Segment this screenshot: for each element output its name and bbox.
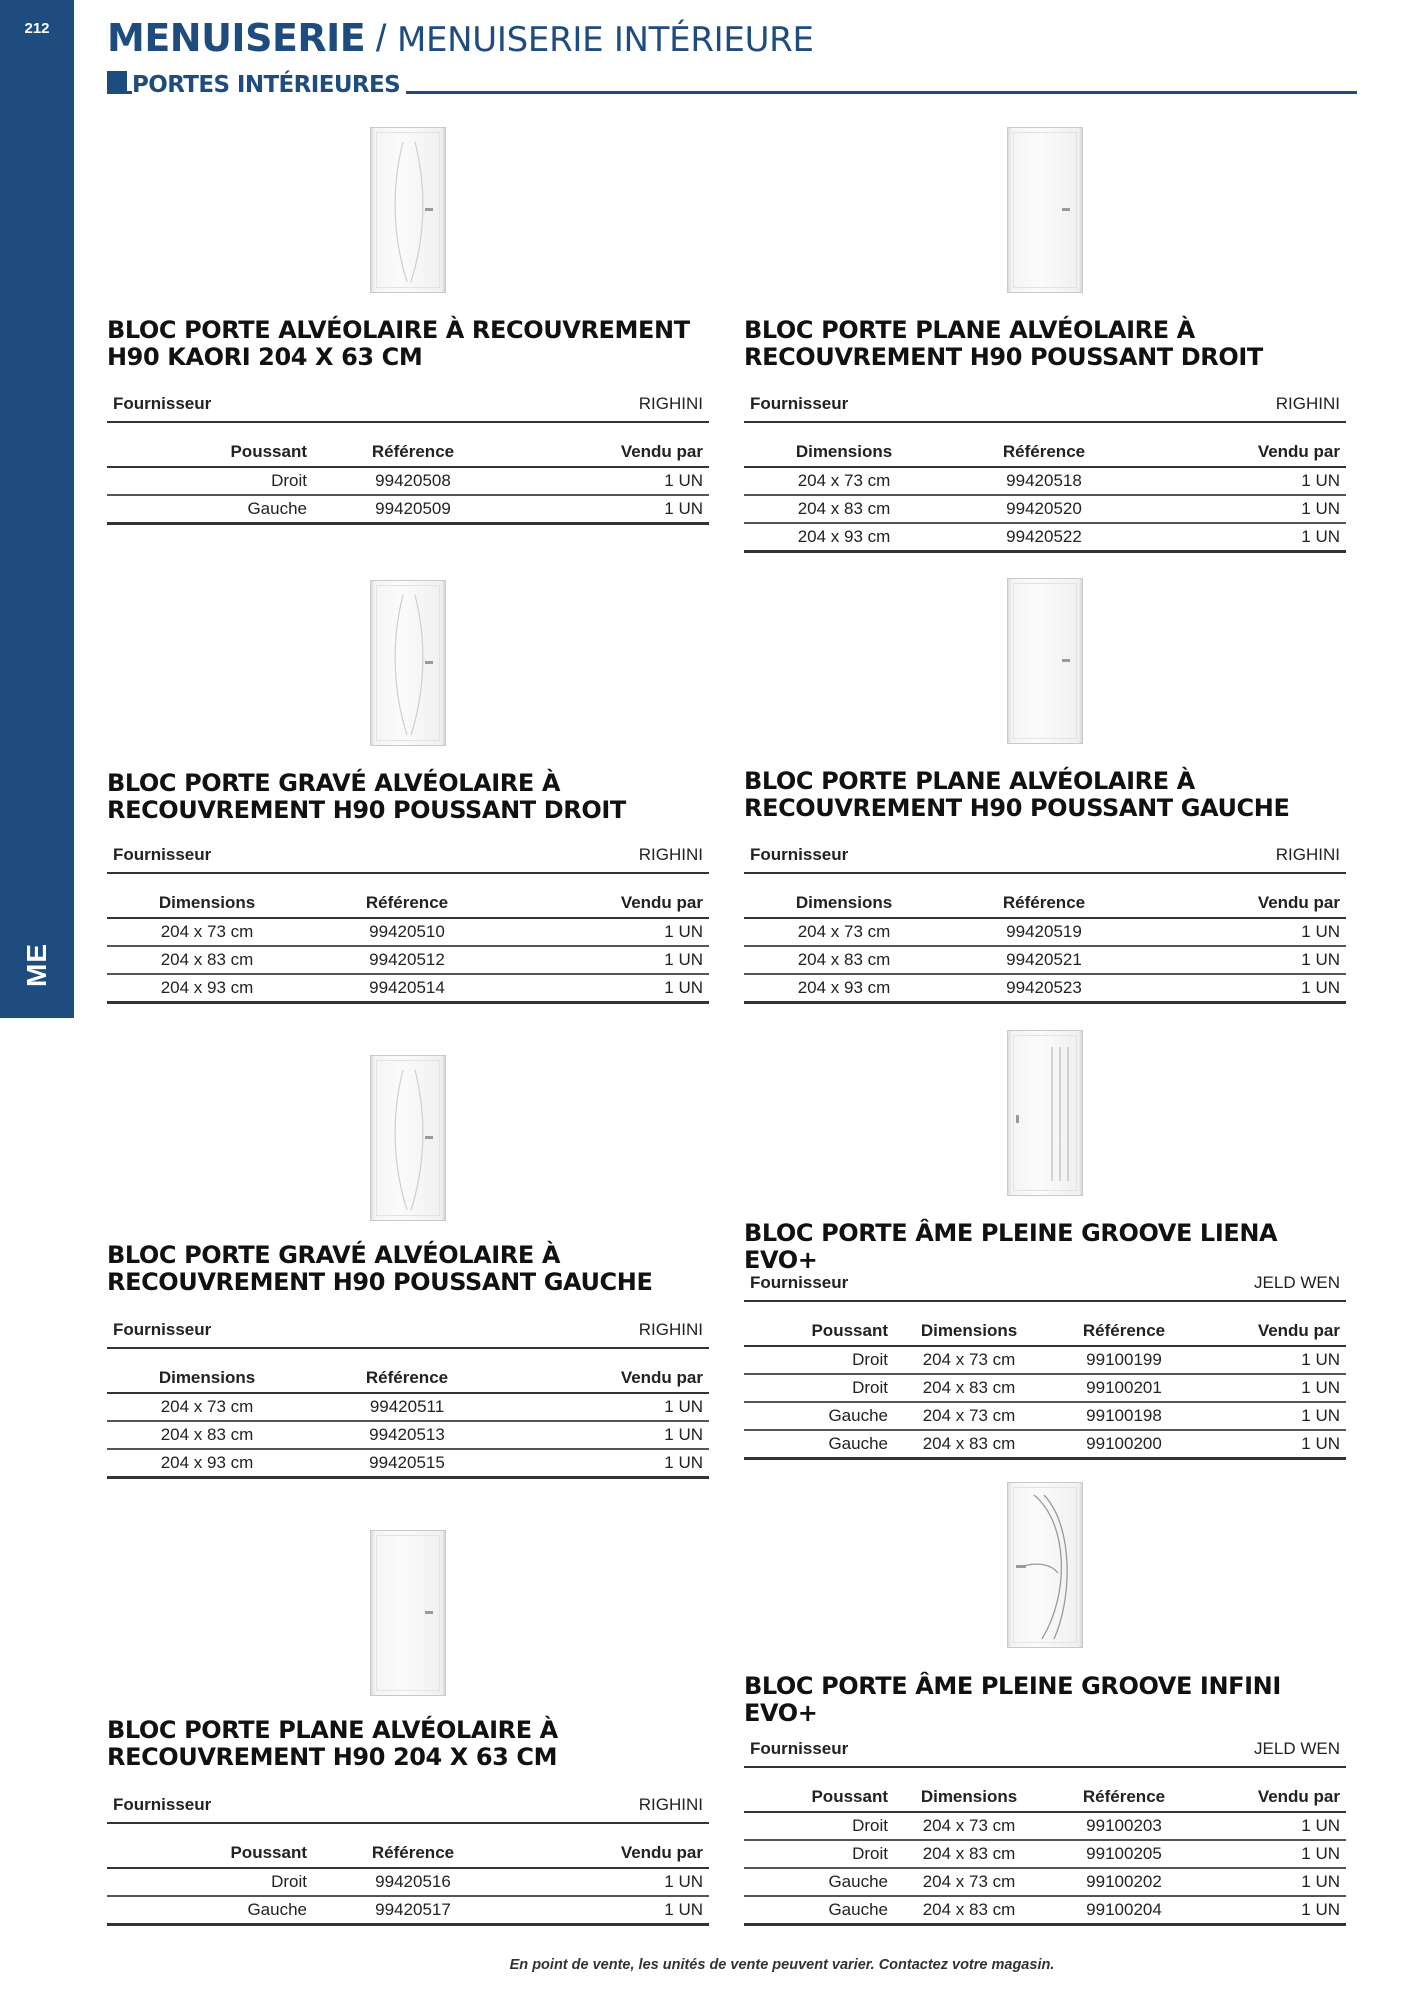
page-number: 212 <box>24 20 50 37</box>
table-row: Gauche 204 x 73 cm 99100198 1 UN <box>744 1402 1346 1430</box>
product-title: BLOC PORTE PLANE ALVÉOLAIRE À RECOUVREMENT H90 204 X 63 CM <box>107 1716 558 1771</box>
spec-table: Dimensions Référence Vendu par 204 x 73 cm 99420510 1 UN 204 x 83 cm 99420512 1 UN 204 x 93 cm 99420514 1 UN <box>107 888 709 1004</box>
table-row: Droit 204 x 83 cm 99100205 1 UN <box>744 1840 1346 1868</box>
door-image <box>1007 578 1083 744</box>
spec-table: Dimensions Référence Vendu par 204 x 73 cm 99420518 1 UN 204 x 83 cm 99420520 1 UN 204 x 93 cm 99420522 1 UN <box>744 437 1346 553</box>
engraving-lines <box>371 581 447 747</box>
section-subheader <box>107 70 1357 98</box>
table-row: Gauche 204 x 83 cm 99100200 1 UN <box>744 1430 1346 1458</box>
groove-arcs <box>1008 1483 1084 1649</box>
table-row: 204 x 83 cm 99420513 1 UN <box>107 1421 709 1449</box>
table-row: 204 x 93 cm 99420522 1 UN <box>744 523 1346 551</box>
side-tab <box>0 0 74 1018</box>
door-image <box>1007 1030 1083 1196</box>
supplier-row: Fournisseur RIGHINI <box>744 838 1346 874</box>
page-title <box>107 16 814 61</box>
table-row: Droit 204 x 83 cm 99100201 1 UN <box>744 1374 1346 1402</box>
page-title-sub: MENUISERIE INTÉRIEURE <box>396 20 814 60</box>
table-row: 204 x 73 cm 99420511 1 UN <box>107 1393 709 1421</box>
supplier-row: Fournisseur RIGHINI <box>107 838 709 874</box>
spec-table: Poussant Référence Vendu par Droit 99420516 1 UN Gauche 99420517 1 UN <box>107 1838 709 1926</box>
section-code: ME <box>21 943 52 987</box>
door-image <box>1007 127 1083 293</box>
engraving-lines <box>371 1056 447 1222</box>
product-title: BLOC PORTE ÂME PLEINE GROOVE LIENA EVO+ <box>744 1219 1278 1274</box>
product-title: BLOC PORTE PLANE ALVÉOLAIRE À RECOUVREMENT H90 POUSSANT GAUCHE <box>744 767 1290 822</box>
table-row: Droit 204 x 73 cm 99100199 1 UN <box>744 1346 1346 1374</box>
supplier-row: Fournisseur RIGHINI <box>107 1788 709 1824</box>
supplier-row: Fournisseur JELD WEN <box>744 1266 1346 1302</box>
section-subheader-label: PORTES INTÉRIEURES <box>132 72 406 98</box>
table-row: 204 x 73 cm 99420518 1 UN <box>744 467 1346 495</box>
table-row: Droit 99420508 1 UN <box>107 467 709 495</box>
table-row: 204 x 83 cm 99420520 1 UN <box>744 495 1346 523</box>
footer-note: En point de vente, les unités de vente peuvent varier. Contactez votre magasin. <box>509 1957 1055 1973</box>
product-title: BLOC PORTE ÂME PLEINE GROOVE INFINI EVO+ <box>744 1672 1281 1727</box>
table-row: 204 x 73 cm 99420519 1 UN <box>744 918 1346 946</box>
table-row: Gauche 99420517 1 UN <box>107 1896 709 1924</box>
groove-lines <box>1008 1031 1084 1197</box>
table-row: 204 x 93 cm 99420523 1 UN <box>744 974 1346 1002</box>
page-title-main: MENUISERIE <box>107 16 366 60</box>
table-row: Gauche 204 x 83 cm 99100204 1 UN <box>744 1896 1346 1924</box>
table-row: 204 x 93 cm 99420514 1 UN <box>107 974 709 1002</box>
table-row: Gauche 204 x 73 cm 99100202 1 UN <box>744 1868 1346 1896</box>
spec-table: Dimensions Référence Vendu par 204 x 73 cm 99420519 1 UN 204 x 83 cm 99420521 1 UN 204 x 93 cm 99420523 1 UN <box>744 888 1346 1004</box>
spec-table: Poussant Dimensions Référence Vendu par Droit 204 x 73 cm 99100203 1 UN Droit 204 x 83 cm 99100205 1 UN Gauche 204 x 73 cm 99100202 1 UN Gauche 204 x 83 cm 99100204 1 UN <box>744 1782 1346 1926</box>
table-row: Droit 204 x 73 cm 99100203 1 UN <box>744 1812 1346 1840</box>
engraving-lines <box>371 128 447 294</box>
table-row: 204 x 93 cm 99420515 1 UN <box>107 1449 709 1477</box>
supplier-row: Fournisseur JELD WEN <box>744 1732 1346 1768</box>
table-row: 204 x 83 cm 99420512 1 UN <box>107 946 709 974</box>
door-image <box>370 127 446 293</box>
table-row: 204 x 73 cm 99420510 1 UN <box>107 918 709 946</box>
product-title: BLOC PORTE ALVÉOLAIRE À RECOUVREMENT H90 KAORI 204 X 63 CM <box>107 316 690 371</box>
product-title: BLOC PORTE GRAVÉ ALVÉOLAIRE À RECOUVREMENT H90 POUSSANT DROIT <box>107 769 626 824</box>
table-row: 204 x 83 cm 99420521 1 UN <box>744 946 1346 974</box>
product-title: BLOC PORTE GRAVÉ ALVÉOLAIRE À RECOUVREMENT H90 POUSSANT GAUCHE <box>107 1241 653 1296</box>
table-row: Droit 99420516 1 UN <box>107 1868 709 1896</box>
product-title: BLOC PORTE PLANE ALVÉOLAIRE À RECOUVREMENT H90 POUSSANT DROIT <box>744 316 1263 371</box>
section-square-icon <box>107 71 127 91</box>
spec-table: Dimensions Référence Vendu par 204 x 73 cm 99420511 1 UN 204 x 83 cm 99420513 1 UN 204 x 93 cm 99420515 1 UN <box>107 1363 709 1479</box>
door-image <box>370 580 446 746</box>
supplier-row: Fournisseur RIGHINI <box>107 387 709 423</box>
supplier-row: Fournisseur RIGHINI <box>744 387 1346 423</box>
spec-table: Poussant Référence Vendu par Droit 99420508 1 UN Gauche 99420509 1 UN <box>107 437 709 525</box>
spec-table: Poussant Dimensions Référence Vendu par Droit 204 x 73 cm 99100199 1 UN Droit 204 x 83 cm 99100201 1 UN Gauche 204 x 73 cm 99100198 1 UN Gauche 204 x 83 cm 99100200 1 UN <box>744 1316 1346 1460</box>
door-image <box>370 1530 446 1696</box>
door-image <box>1007 1482 1083 1648</box>
supplier-row: Fournisseur RIGHINI <box>107 1313 709 1349</box>
page-title-separator: / <box>365 18 397 60</box>
table-row: Gauche 99420509 1 UN <box>107 495 709 523</box>
door-image <box>370 1055 446 1221</box>
